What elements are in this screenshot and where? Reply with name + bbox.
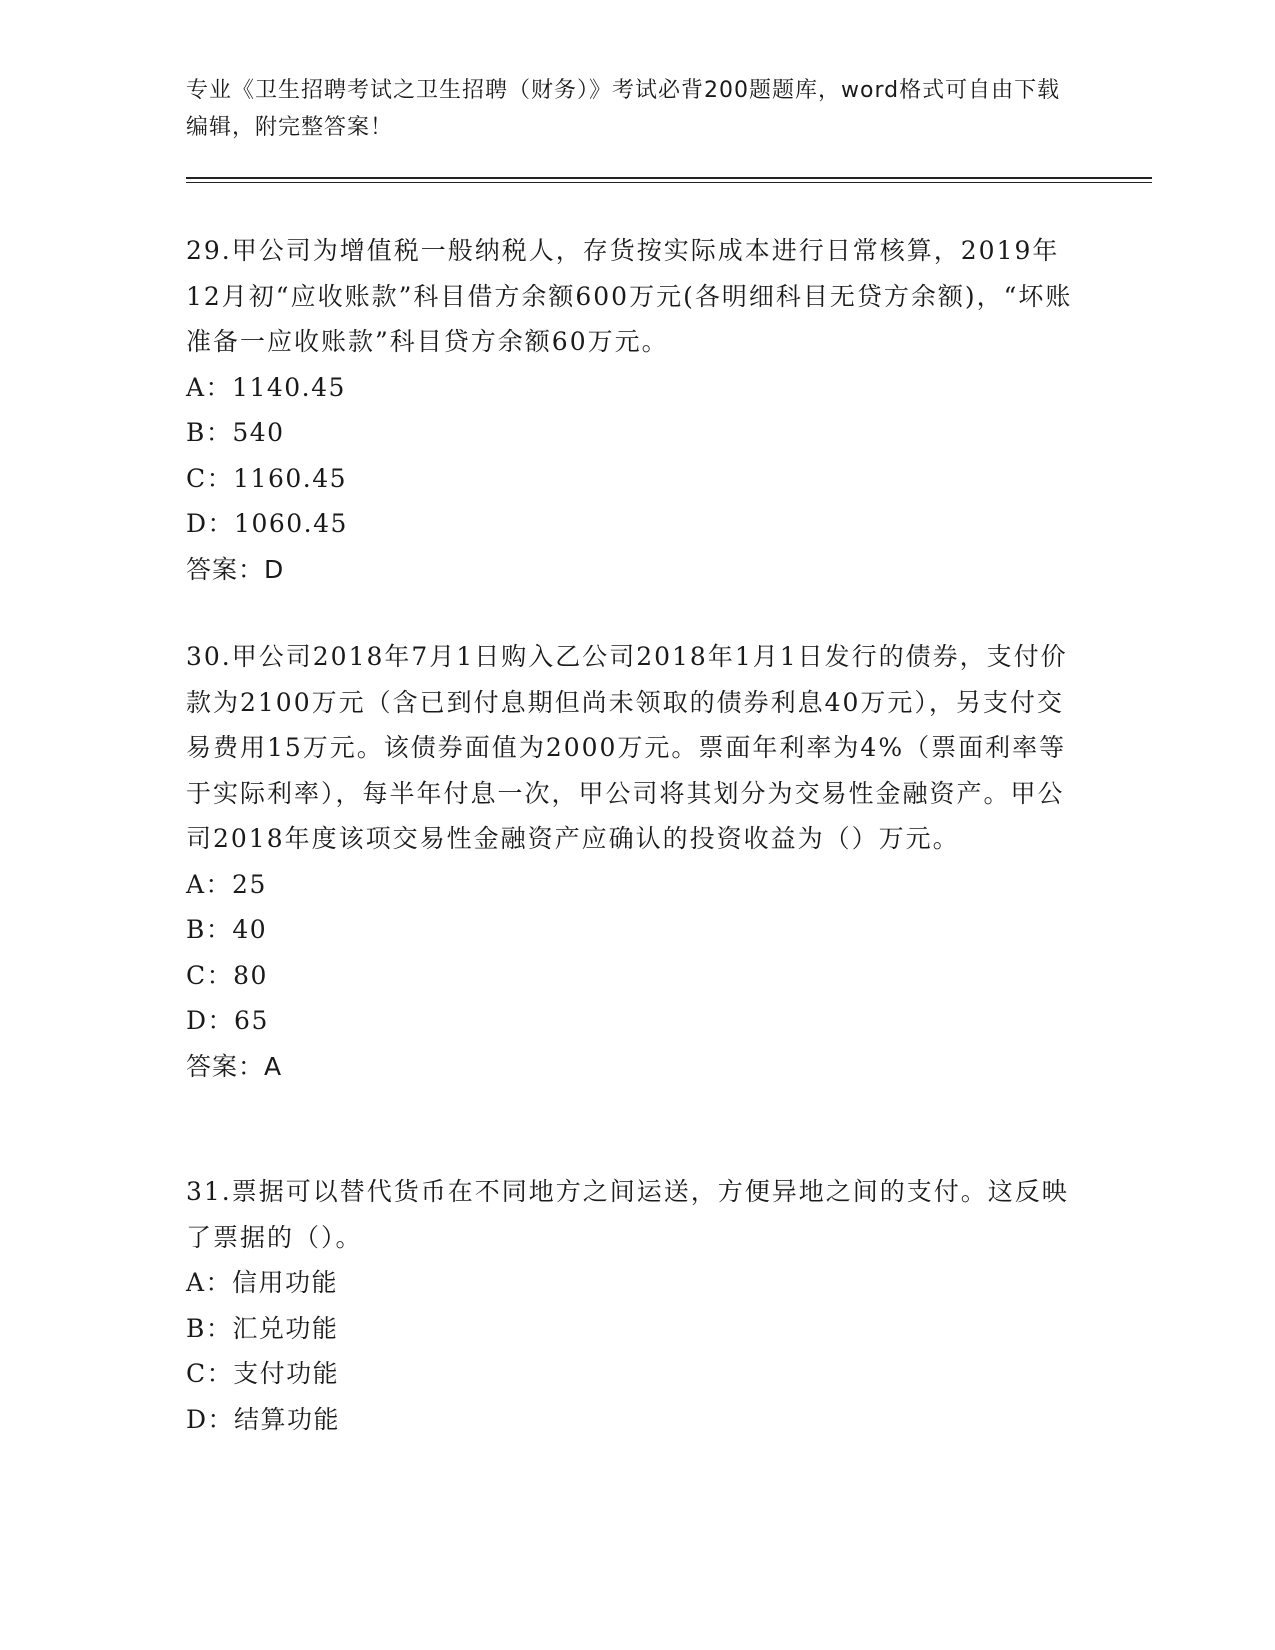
answer: 答案：D [186, 554, 285, 584]
question-29 [186, 228, 1086, 592]
option-b: B：40 [186, 915, 268, 944]
question-31 [186, 1169, 1086, 1442]
option-d: D：65 [186, 1006, 269, 1035]
option-d: D：1060.45 [186, 509, 348, 538]
header-divider-thin [186, 182, 1152, 183]
option-b: B：汇兑功能 [186, 1313, 339, 1343]
option-a: A：信用功能 [186, 1268, 339, 1297]
header-divider-thick [186, 177, 1152, 179]
option-c: C：1160.45 [186, 463, 348, 493]
question-30 [186, 634, 1086, 1089]
option-d: D：结算功能 [186, 1404, 341, 1434]
question-text: 31.票据可以替代货币在不同地方之间运送，方便异地之间的支付。这反映了票据的（）。 [186, 1177, 1069, 1252]
document-header: 专业《卫生招聘考试之卫生招聘（财务）》考试必背200题题库，word格式可自由下载编辑，附完整答案！ [186, 78, 1061, 140]
option-b: B：540 [186, 418, 285, 447]
answer: 答案：A [186, 1051, 283, 1081]
question-text: 30.甲公司2018年7月1日购入乙公司2018年1月1日发行的债券，支付价款为2100万元（含已到付息期但尚未领取的债券利息40万元），另支付交易费用15万元。该债券面值为2000万元。票面年利率为4%（票面利率等于实际利率），每半年付息一次，甲公司将其划分为交易性金融资产。甲公司2018年度该项交易性金融资产应确认的投资收益为（）万元。 [186, 642, 1068, 853]
option-a: A：25 [186, 869, 267, 899]
question-text: 29.甲公司为增值税一般纳税人，存货按实际成本进行日常核算，2019年12月初“应收账款”科目借方余额600万元(各明细科目无贷方余额)，“坏账准备一应收账款”科目贷方余额60万元。 [186, 236, 1073, 356]
option-a: A：1140.45 [186, 372, 346, 402]
option-c: C：支付功能 [186, 1359, 340, 1388]
option-c: C：80 [186, 960, 268, 990]
